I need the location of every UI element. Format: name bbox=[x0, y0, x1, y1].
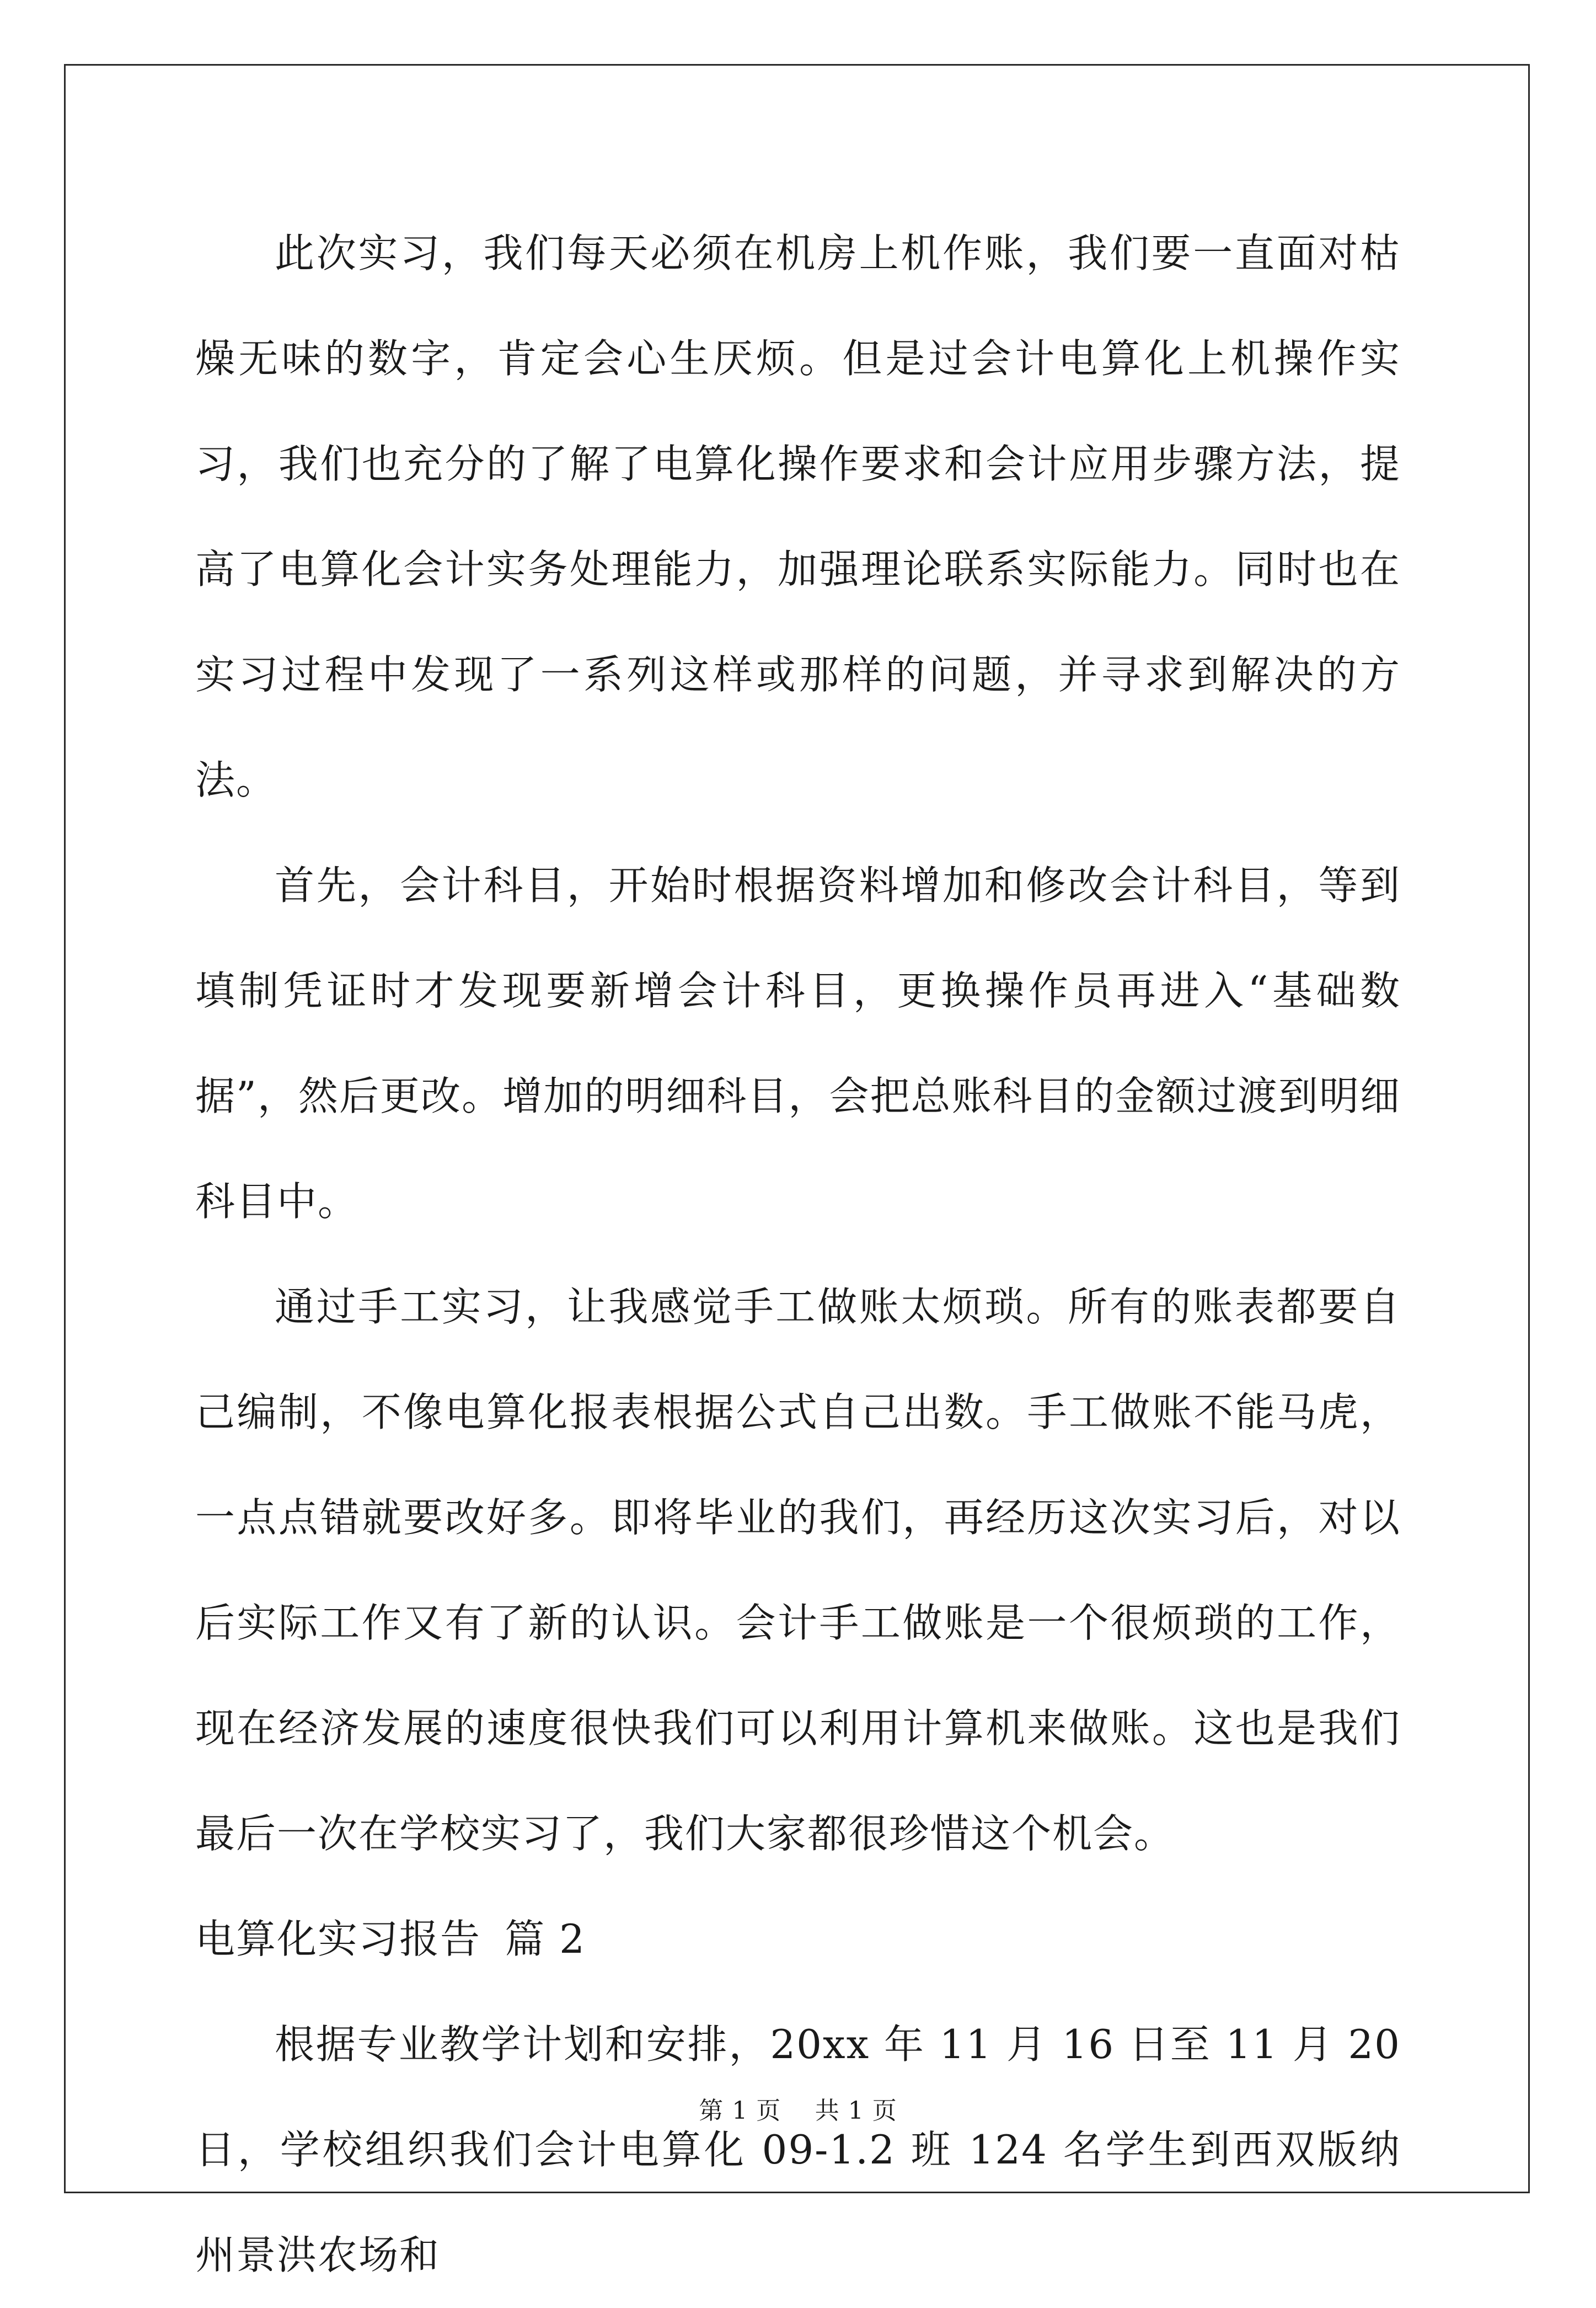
page-number: 第 1 页 bbox=[699, 2097, 781, 2125]
paragraph: 根据专业教学计划和安排，20xx 年 11 月 16 日至 11 月 20 日，学校组织我们会计电算化 09-1.2 班 124 名学生到西双版纳州景洪农场和 bbox=[195, 2021, 1401, 2278]
section-title: 电算化实习报告 bbox=[195, 1916, 481, 1962]
paragraph: 首先，会计科目，开始时根据资料增加和修改会计科目，等到填制凭证时才发现要新增会计科目，更换操作员再进入“基础数据”，然后更改。增加的明细科目，会把总账科目的金额过渡到明细科目中。 bbox=[195, 862, 1401, 1225]
paragraph: 通过手工实习，让我感觉手工做账太烦琐。所有的账表都要自己编制，不像电算化报表根据公式自己出数。手工做账不能马虎，一点点错就要改好多。即将毕业的我们，再经历这次实习后，对以后实际工作又有了新的认识。会计手工做账是一个很烦琐的工作，现在经济发展的速度很快我们可以利用计算机来做账。这也是我们最后一次在学校实习了，我们大家都很珍惜这个机会。 bbox=[195, 1284, 1401, 1857]
paragraph: 此次实习，我们每天必须在机房上机作账，我们要一直面对枯燥无味的数字，肯定会心生厌烦。但是过会计电算化上机操作实习，我们也充分的了解了电算化操作要求和会计应用步骤方法，提高了电算化会计实务处理能力，加强理论联系实际能力。同时也在实习过程中发现了一系列这样或那样的问题，并寻求到解决的方法。 bbox=[195, 230, 1401, 803]
section-part: 篇 2 bbox=[505, 1916, 586, 1962]
page-total: 共 1 页 bbox=[815, 2097, 897, 2125]
document-body bbox=[195, 201, 1401, 2308]
section-heading bbox=[195, 1887, 1401, 1992]
page-footer bbox=[0, 2091, 1596, 2126]
